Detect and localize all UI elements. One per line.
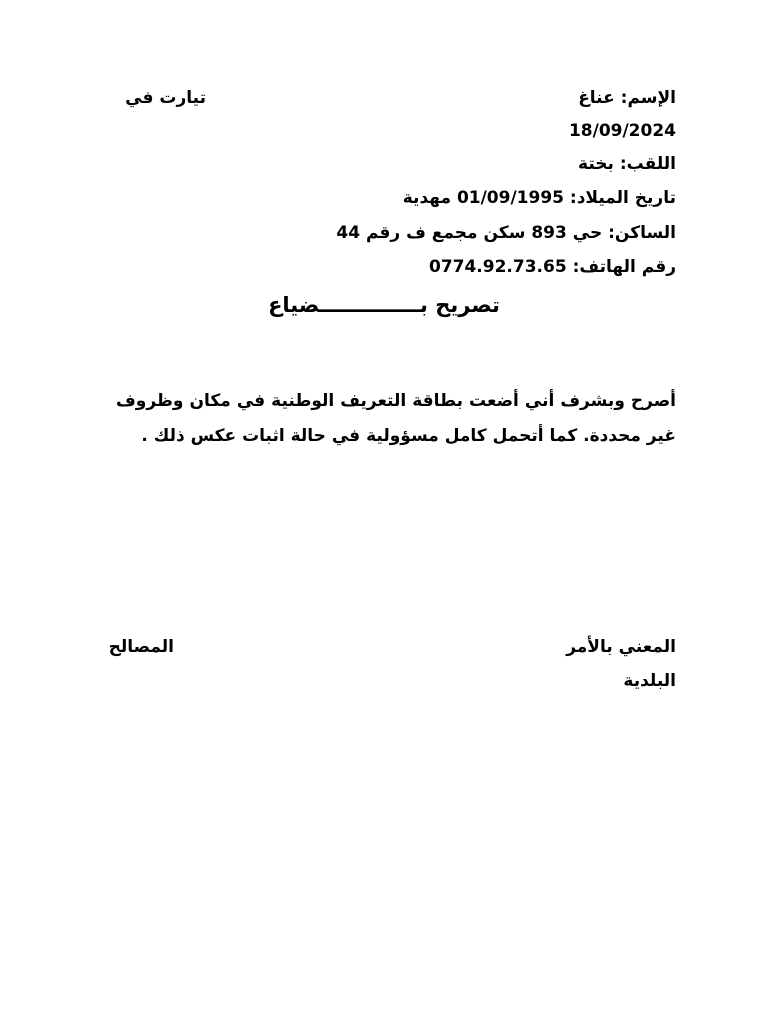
date-line: 18/09/2024 [568, 121, 676, 141]
document-title [0, 291, 768, 319]
surname-line: اللقب: بختة [578, 154, 676, 174]
phone-line: رقم الهاتف: 0774.92.73.65 [428, 257, 676, 277]
signature-concerned: المعني بالأمر [566, 637, 676, 657]
declaration-body: أصرح وبشرف أني أضعت بطاقة التعريف الوطنية في مكان وظروف غير محددة. كما أتحمل كامل مسؤولية في حالة اثبات عكس ذلك . [116, 391, 676, 446]
signature-municipal: البلدية [623, 671, 676, 691]
birth-line: تاريخ الميلاد: 01/09/1995 مهدية [402, 188, 676, 208]
name-line: الإسم: عناغ [578, 88, 676, 108]
signature-services: المصالح [108, 637, 174, 657]
document-title-text: تصريح بــــــــــــــضياع [268, 293, 500, 317]
place-line: تيارت في [125, 88, 206, 108]
address-line: الساكن: حي 893 سكن مجمع ف رقم 44 [336, 223, 676, 243]
